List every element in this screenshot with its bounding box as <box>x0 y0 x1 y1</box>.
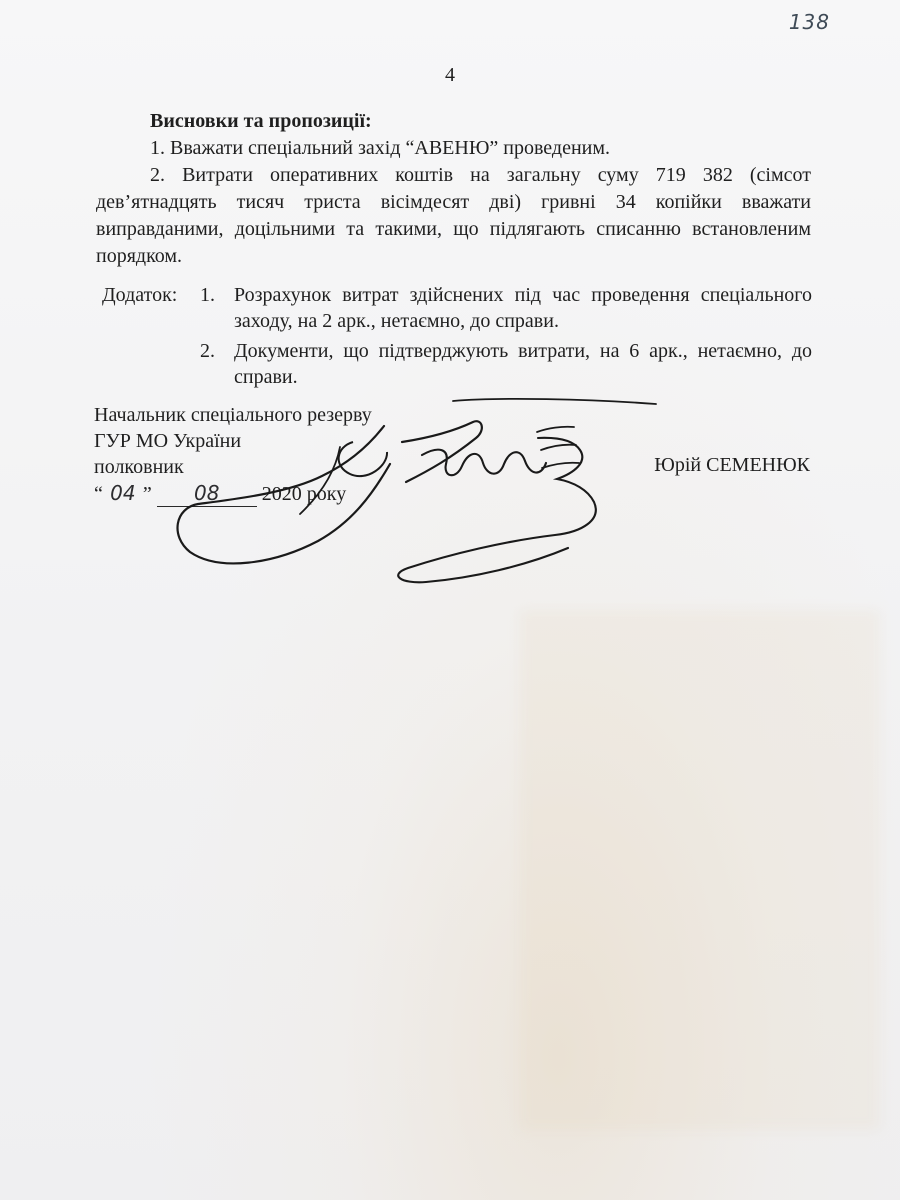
date-month: 08 <box>157 480 257 507</box>
attachment-number-2: 2. <box>200 340 215 362</box>
bleed-through-area <box>520 610 880 1130</box>
conclusion-item-2: 2. Витрати оперативних коштів на загальну суму 719 382 (сімсот дев’ятнадцять тисяч триста вісімдесят дві) гривні 34 копійки вважати виправданими, доцільними та такими, що підлягають списанню встановленим порядком. <box>96 164 811 267</box>
conclusion-item-1: 1. Вважати спеціальний захід “АВЕНЮ” проведеним. <box>150 137 611 159</box>
date-day: 04 <box>110 481 136 505</box>
date-line <box>94 480 814 507</box>
date-year: 2020 року <box>261 483 347 505</box>
attachments-label-spacer <box>102 338 200 390</box>
attachments-label: Додаток: <box>102 284 178 306</box>
signature-block <box>94 402 814 507</box>
date-close-quote: ” <box>142 483 152 505</box>
page-number: 4 <box>445 64 455 86</box>
conclusions-section <box>96 108 811 270</box>
attachment-number-1: 1. <box>200 284 215 306</box>
section-heading: Висновки та пропозиції: <box>150 110 372 132</box>
signatory-title-line-1: Начальник спеціального резерву <box>94 404 372 426</box>
handwritten-page-number: 138 <box>788 10 830 34</box>
attachments-list <box>102 282 812 390</box>
attachment-text-1: Розрахунок витрат здійснених під час проведення спеціального заходу, на 2 арк., нетаємно, до справи. <box>234 284 812 332</box>
signatory-name: Юрій СЕМЕНЮК <box>654 454 810 476</box>
signatory-title-line-2: ГУР МО України <box>94 430 242 452</box>
signatory-rank: полковник <box>94 456 184 478</box>
attachment-text-2: Документи, що підтверджують витрати, на 6 арк., нетаємно, до справи. <box>234 340 812 388</box>
date-open-quote: “ <box>94 483 103 505</box>
